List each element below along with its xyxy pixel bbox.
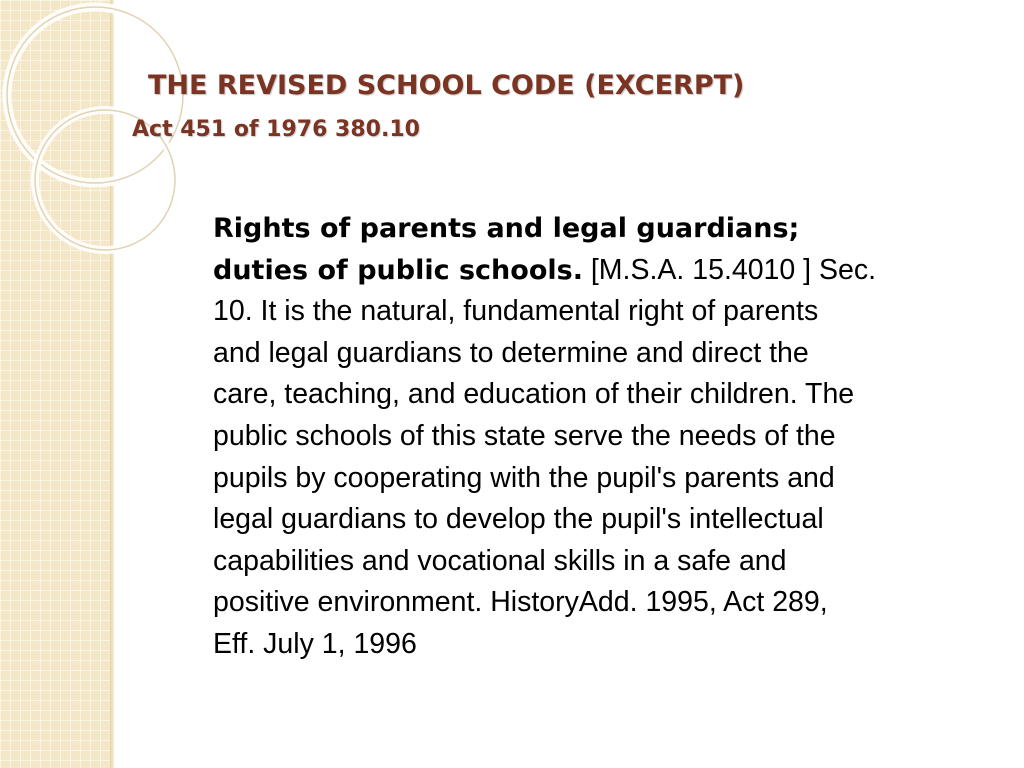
body-line: pupils by cooperating with the pupil's parents and: [213, 461, 835, 494]
body-line-2: [213, 250, 993, 292]
slide-subtitle: Act 451 of 1976 380.10: [132, 117, 420, 142]
body-line: and legal guardians to determine and direct the: [213, 336, 809, 369]
body-line: positive environment. HistoryAdd. 1995, Act 289,: [213, 586, 828, 619]
body-line: Eff. July 1, 1996: [213, 627, 417, 660]
body-line: public schools of this state serve the needs of the: [213, 419, 836, 452]
slide-title: THE REVISED SCHOOL CODE (EXCERPT): [148, 70, 745, 101]
body-paragraph: [213, 208, 993, 666]
body-line: care, teaching, and education of their children. The: [213, 378, 855, 411]
body-line: 10. It is the natural, fundamental right of parents: [213, 295, 819, 328]
body-citation: [M.S.A. 15.4010 ] Sec.: [582, 253, 877, 286]
body-heading-line-2: duties of public schools.: [213, 254, 583, 286]
decorative-circles: [0, 0, 240, 320]
body-heading-line-1: Rights of parents and legal guardians;: [213, 213, 800, 244]
body-line: legal guardians to develop the pupil's intellectual: [213, 503, 824, 536]
body-line: capabilities and vocational skills in a safe and: [213, 544, 787, 577]
